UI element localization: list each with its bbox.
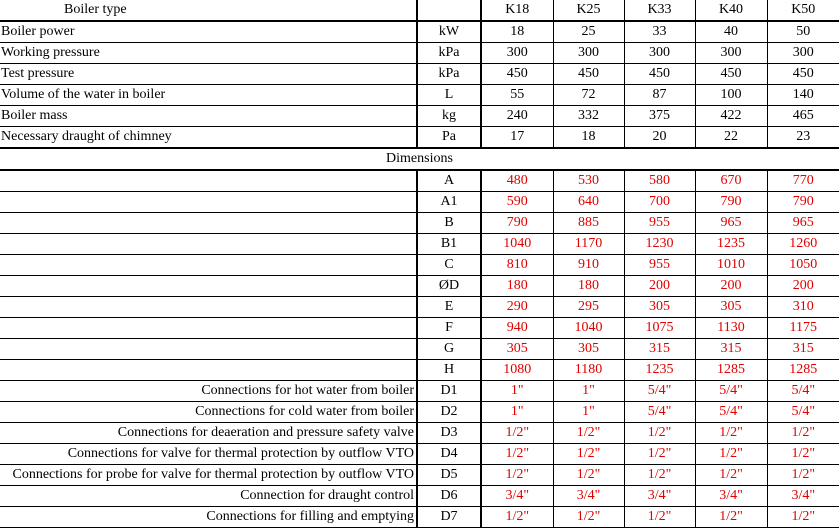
row-unit: D7 bbox=[417, 507, 481, 528]
value-cell: 3/4" bbox=[695, 486, 767, 507]
value-cell: 1/2" bbox=[767, 423, 839, 444]
row-unit: E bbox=[417, 297, 481, 318]
row-unit: D5 bbox=[417, 465, 481, 486]
value-cell: 17 bbox=[481, 127, 553, 149]
row-label bbox=[0, 255, 417, 276]
value-cell: 885 bbox=[553, 213, 624, 234]
row-label: Connections for hot water from boiler bbox=[0, 381, 417, 402]
row-label: Boiler mass bbox=[0, 106, 417, 127]
row-label: Connections for cold water from boiler bbox=[0, 402, 417, 423]
value-cell: 18 bbox=[553, 127, 624, 149]
model-header: K25 bbox=[553, 0, 624, 21]
boiler-type-header: Boiler type bbox=[0, 0, 417, 21]
value-cell: 5/4" bbox=[695, 402, 767, 423]
dimensions-title-row bbox=[0, 148, 839, 170]
value-cell: 3/4" bbox=[624, 486, 695, 507]
value-cell: 1010 bbox=[695, 255, 767, 276]
value-cell: 1/2" bbox=[481, 507, 553, 528]
value-cell: 22 bbox=[695, 127, 767, 149]
value-cell: 1/2" bbox=[695, 507, 767, 528]
table-row bbox=[0, 423, 839, 444]
row-unit: G bbox=[417, 339, 481, 360]
table-row bbox=[0, 339, 839, 360]
value-cell: 1/2" bbox=[481, 423, 553, 444]
table-row bbox=[0, 465, 839, 486]
value-cell: 790 bbox=[695, 192, 767, 213]
value-cell: 305 bbox=[481, 339, 553, 360]
row-label: Test pressure bbox=[0, 64, 417, 85]
value-cell: 1175 bbox=[767, 318, 839, 339]
value-cell: 3/4" bbox=[553, 486, 624, 507]
value-cell: 1180 bbox=[553, 360, 624, 381]
value-cell: 955 bbox=[624, 255, 695, 276]
value-cell: 305 bbox=[553, 339, 624, 360]
row-label: Connections for filling and emptying bbox=[0, 507, 417, 528]
value-cell: 670 bbox=[695, 170, 767, 192]
row-unit: C bbox=[417, 255, 481, 276]
row-label bbox=[0, 276, 417, 297]
row-unit: L bbox=[417, 85, 481, 106]
row-unit: D2 bbox=[417, 402, 481, 423]
value-cell: 465 bbox=[767, 106, 839, 127]
row-unit: kPa bbox=[417, 43, 481, 64]
value-cell: 450 bbox=[481, 64, 553, 85]
value-cell: 140 bbox=[767, 85, 839, 106]
row-unit: B1 bbox=[417, 234, 481, 255]
value-cell: 295 bbox=[553, 297, 624, 318]
table-row bbox=[0, 21, 839, 43]
value-cell: 1/2" bbox=[553, 423, 624, 444]
row-unit: F bbox=[417, 318, 481, 339]
value-cell: 3/4" bbox=[481, 486, 553, 507]
table-row bbox=[0, 297, 839, 318]
value-cell: 1050 bbox=[767, 255, 839, 276]
value-cell: 1/2" bbox=[767, 444, 839, 465]
value-cell: 1260 bbox=[767, 234, 839, 255]
row-label: Boiler power bbox=[0, 21, 417, 43]
model-header: K33 bbox=[624, 0, 695, 21]
value-cell: 1170 bbox=[553, 234, 624, 255]
row-unit: ØD bbox=[417, 276, 481, 297]
table-row bbox=[0, 318, 839, 339]
value-cell: 1" bbox=[553, 381, 624, 402]
value-cell: 965 bbox=[695, 213, 767, 234]
value-cell: 72 bbox=[553, 85, 624, 106]
value-cell: 1" bbox=[481, 381, 553, 402]
value-cell: 1/2" bbox=[553, 444, 624, 465]
value-cell: 50 bbox=[767, 21, 839, 43]
row-unit: A bbox=[417, 170, 481, 192]
row-label bbox=[0, 360, 417, 381]
table-row bbox=[0, 234, 839, 255]
value-cell: 305 bbox=[624, 297, 695, 318]
value-cell: 590 bbox=[481, 192, 553, 213]
value-cell: 790 bbox=[767, 192, 839, 213]
value-cell: 940 bbox=[481, 318, 553, 339]
value-cell: 240 bbox=[481, 106, 553, 127]
value-cell: 55 bbox=[481, 85, 553, 106]
table-row bbox=[0, 127, 839, 149]
row-unit: kg bbox=[417, 106, 481, 127]
value-cell: 300 bbox=[767, 43, 839, 64]
value-cell: 1/2" bbox=[624, 423, 695, 444]
value-cell: 480 bbox=[481, 170, 553, 192]
row-label: Connections for valve for thermal protection by outflow VTO bbox=[0, 444, 417, 465]
row-unit: D4 bbox=[417, 444, 481, 465]
value-cell: 20 bbox=[624, 127, 695, 149]
value-cell: 5/4" bbox=[695, 381, 767, 402]
row-unit: D3 bbox=[417, 423, 481, 444]
value-cell: 375 bbox=[624, 106, 695, 127]
value-cell: 1/2" bbox=[481, 444, 553, 465]
value-cell: 1/2" bbox=[553, 507, 624, 528]
value-cell: 300 bbox=[695, 43, 767, 64]
value-cell: 1230 bbox=[624, 234, 695, 255]
header-row bbox=[0, 0, 839, 21]
value-cell: 5/4" bbox=[767, 381, 839, 402]
value-cell: 180 bbox=[481, 276, 553, 297]
value-cell: 315 bbox=[624, 339, 695, 360]
value-cell: 810 bbox=[481, 255, 553, 276]
value-cell: 1285 bbox=[695, 360, 767, 381]
table-row bbox=[0, 402, 839, 423]
value-cell: 200 bbox=[695, 276, 767, 297]
model-header: K40 bbox=[695, 0, 767, 21]
value-cell: 18 bbox=[481, 21, 553, 43]
row-label: Connection for draught control bbox=[0, 486, 417, 507]
value-cell: 300 bbox=[624, 43, 695, 64]
value-cell: 305 bbox=[695, 297, 767, 318]
row-unit: kW bbox=[417, 21, 481, 43]
value-cell: 100 bbox=[695, 85, 767, 106]
table-row bbox=[0, 192, 839, 213]
value-cell: 1/2" bbox=[767, 507, 839, 528]
row-unit: A1 bbox=[417, 192, 481, 213]
value-cell: 1040 bbox=[553, 318, 624, 339]
dimensions-title: Dimensions bbox=[0, 148, 839, 170]
row-label: Volume of the water in boiler bbox=[0, 85, 417, 106]
value-cell: 640 bbox=[553, 192, 624, 213]
value-cell: 450 bbox=[624, 64, 695, 85]
table-row bbox=[0, 106, 839, 127]
table-row bbox=[0, 213, 839, 234]
value-cell: 1235 bbox=[624, 360, 695, 381]
value-cell: 5/4" bbox=[624, 381, 695, 402]
value-cell: 1" bbox=[553, 402, 624, 423]
table-row bbox=[0, 276, 839, 297]
value-cell: 1040 bbox=[481, 234, 553, 255]
unit-header bbox=[417, 0, 481, 21]
table-row bbox=[0, 170, 839, 192]
value-cell: 200 bbox=[624, 276, 695, 297]
value-cell: 1" bbox=[481, 402, 553, 423]
value-cell: 300 bbox=[481, 43, 553, 64]
table-row bbox=[0, 507, 839, 528]
table-row bbox=[0, 444, 839, 465]
row-label: Connections for probe for valve for thermal protection by outflow VTO bbox=[0, 465, 417, 486]
row-unit: Pa bbox=[417, 127, 481, 149]
row-label: Working pressure bbox=[0, 43, 417, 64]
value-cell: 1/2" bbox=[695, 444, 767, 465]
value-cell: 910 bbox=[553, 255, 624, 276]
value-cell: 33 bbox=[624, 21, 695, 43]
value-cell: 315 bbox=[695, 339, 767, 360]
value-cell: 450 bbox=[553, 64, 624, 85]
value-cell: 1075 bbox=[624, 318, 695, 339]
model-header: K18 bbox=[481, 0, 553, 21]
value-cell: 530 bbox=[553, 170, 624, 192]
value-cell: 3/4" bbox=[767, 486, 839, 507]
row-label bbox=[0, 318, 417, 339]
value-cell: 700 bbox=[624, 192, 695, 213]
value-cell: 1/2" bbox=[624, 465, 695, 486]
value-cell: 290 bbox=[481, 297, 553, 318]
row-unit: D6 bbox=[417, 486, 481, 507]
value-cell: 40 bbox=[695, 21, 767, 43]
model-header: K50 bbox=[767, 0, 839, 21]
row-unit: H bbox=[417, 360, 481, 381]
table-row bbox=[0, 85, 839, 106]
row-unit: B bbox=[417, 213, 481, 234]
value-cell: 310 bbox=[767, 297, 839, 318]
value-cell: 1235 bbox=[695, 234, 767, 255]
value-cell: 180 bbox=[553, 276, 624, 297]
value-cell: 770 bbox=[767, 170, 839, 192]
value-cell: 1080 bbox=[481, 360, 553, 381]
value-cell: 5/4" bbox=[767, 402, 839, 423]
value-cell: 332 bbox=[553, 106, 624, 127]
value-cell: 1/2" bbox=[481, 465, 553, 486]
value-cell: 955 bbox=[624, 213, 695, 234]
value-cell: 1/2" bbox=[624, 507, 695, 528]
value-cell: 315 bbox=[767, 339, 839, 360]
value-cell: 1/2" bbox=[767, 465, 839, 486]
value-cell: 450 bbox=[695, 64, 767, 85]
value-cell: 5/4" bbox=[624, 402, 695, 423]
row-label: Necessary draught of chimney bbox=[0, 127, 417, 149]
table-row bbox=[0, 64, 839, 85]
row-unit: D1 bbox=[417, 381, 481, 402]
value-cell: 450 bbox=[767, 64, 839, 85]
value-cell: 1130 bbox=[695, 318, 767, 339]
value-cell: 1285 bbox=[767, 360, 839, 381]
row-label bbox=[0, 339, 417, 360]
value-cell: 1/2" bbox=[695, 465, 767, 486]
table-row bbox=[0, 43, 839, 64]
value-cell: 200 bbox=[767, 276, 839, 297]
table-row bbox=[0, 486, 839, 507]
row-label bbox=[0, 170, 417, 192]
table-row bbox=[0, 360, 839, 381]
row-label bbox=[0, 213, 417, 234]
value-cell: 25 bbox=[553, 21, 624, 43]
value-cell: 1/2" bbox=[553, 465, 624, 486]
row-label bbox=[0, 234, 417, 255]
value-cell: 1/2" bbox=[695, 423, 767, 444]
row-label bbox=[0, 297, 417, 318]
value-cell: 300 bbox=[553, 43, 624, 64]
table-row bbox=[0, 255, 839, 276]
value-cell: 23 bbox=[767, 127, 839, 149]
table-row bbox=[0, 381, 839, 402]
value-cell: 790 bbox=[481, 213, 553, 234]
row-label bbox=[0, 192, 417, 213]
value-cell: 87 bbox=[624, 85, 695, 106]
row-unit: kPa bbox=[417, 64, 481, 85]
value-cell: 965 bbox=[767, 213, 839, 234]
value-cell: 580 bbox=[624, 170, 695, 192]
value-cell: 1/2" bbox=[624, 444, 695, 465]
value-cell: 422 bbox=[695, 106, 767, 127]
row-label: Connections for deaeration and pressure safety valve bbox=[0, 423, 417, 444]
